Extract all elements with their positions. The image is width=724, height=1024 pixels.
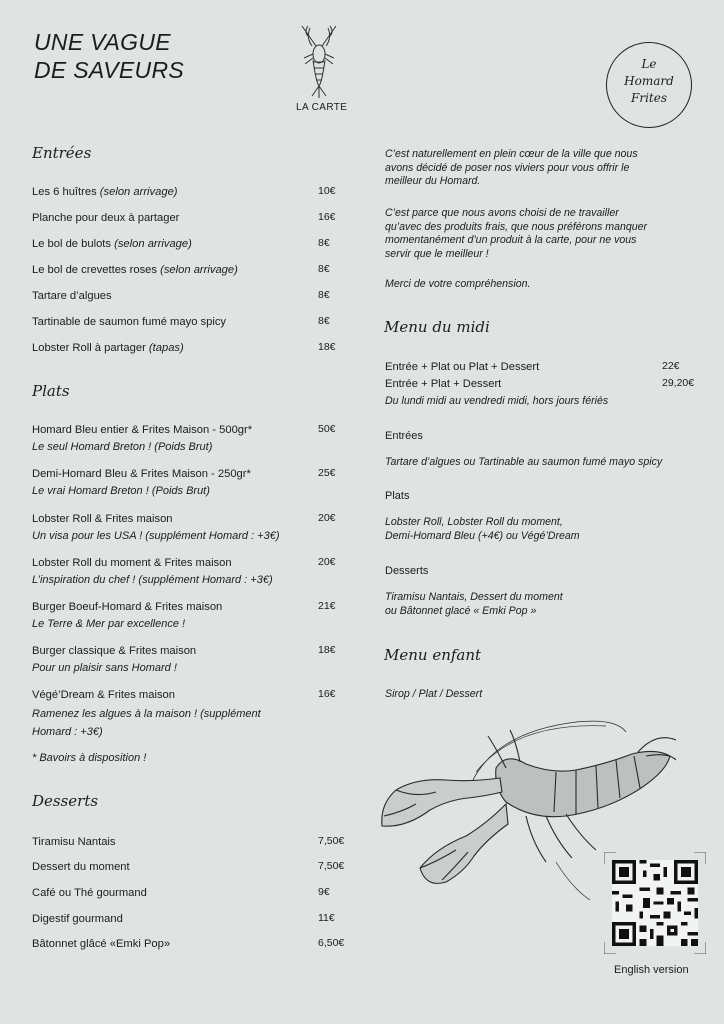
dessert-price-0: 7,50€ — [318, 835, 345, 847]
entree-price-4: 8€ — [318, 289, 330, 301]
plat-desc-6: Ramenez les algues à la maison ! (supplément — [32, 708, 261, 720]
entree-price-3: 8€ — [318, 263, 330, 275]
midi-formula-2: Entrée + Plat + Dessert — [385, 378, 502, 390]
entree-price-0: 10€ — [318, 185, 336, 197]
plat-item-6: Végé’Dream & Frites maison — [32, 689, 176, 701]
midi-desserts-label: Desserts — [385, 565, 429, 577]
plat-desc-4: Le Terre & Mer par excellence ! — [32, 618, 186, 630]
plat-desc-5: Pour un plaisir sans Homard ! — [32, 662, 177, 674]
lobster-small-icon — [296, 24, 342, 100]
desserts-heading: Desserts — [32, 792, 99, 810]
dessert-price-1: 7,50€ — [318, 860, 345, 872]
entree-item-6: Lobster Roll à partager (tapas) — [32, 342, 184, 354]
midi-desserts-text: Tiramisu Nantais, Dessert du moment ou Bâtonnet glacé « Emki Pop » — [385, 591, 563, 617]
plat-item-0: Homard Bleu entier & Frites Maison - 500gr* — [32, 424, 253, 436]
restaurant-logo — [606, 42, 692, 128]
title-line-2: DE SAVEURS — [34, 57, 184, 83]
midi-entrees-text: Tartare d’algues ou Tartinable au saumon fumé mayo spicy — [385, 456, 663, 468]
entree-item-0: Les 6 huîtres (selon arrivage) — [32, 186, 178, 198]
plat-desc-6b: Homard : +3€) — [32, 726, 103, 738]
plat-item-4: Burger Boeuf-Homard & Frites maison — [32, 601, 223, 613]
dessert-price-4: 6,50€ — [318, 937, 345, 949]
midi-formula-1: Entrée + Plat ou Plat + Dessert — [385, 361, 540, 373]
menu-enfant-text: Sirop / Plat / Dessert — [385, 688, 483, 700]
dessert-item-3: Digestif gourmand — [32, 913, 123, 925]
entree-price-1: 16€ — [318, 211, 336, 223]
plats-heading: Plats — [32, 382, 70, 400]
logo-line-2: Homard — [624, 74, 674, 88]
plat-desc-2: Un visa pour les USA ! (supplément Homard : +3€) — [32, 530, 280, 542]
intro-paragraph-1: C’est naturellement en plein cœur de la ville que nous avons décidé de poser nos viviers pour vous offrir le meilleur du Homard. — [385, 148, 638, 187]
entree-item-3: Le bol de crevettes roses (selon arrivage) — [32, 264, 238, 276]
plat-desc-1: Le vrai Homard Breton ! (Poids Brut) — [32, 485, 210, 497]
plat-desc-0: Le seul Homard Breton ! (Poids Brut) — [32, 441, 213, 453]
plat-price-4: 21€ — [318, 600, 336, 612]
plat-item-5: Burger classique & Frites maison — [32, 645, 197, 657]
midi-formula-2-price: 29,20€ — [662, 377, 695, 389]
midi-plats-label: Plats — [385, 490, 410, 502]
entree-price-2: 8€ — [318, 237, 330, 249]
dessert-item-0: Tiramisu Nantais — [32, 836, 116, 848]
plat-item-3: Lobster Roll du moment & Frites maison — [32, 557, 232, 569]
dessert-item-4: Bâtonnet glâcé «Emki Pop» — [32, 938, 171, 950]
logo-line-3: Frites — [631, 91, 667, 105]
dessert-item-2: Café ou Thé gourmand — [32, 887, 147, 899]
plat-price-1: 25€ — [318, 467, 336, 479]
plat-item-2: Lobster Roll & Frites maison — [32, 513, 173, 525]
plat-price-3: 20€ — [318, 556, 336, 568]
entree-item-5: Tartinable de saumon fumé mayo spicy — [32, 316, 227, 328]
entree-item-2: Le bol de bulots (selon arrivage) — [32, 238, 192, 250]
menu-midi-heading: Menu du midi — [384, 318, 490, 336]
dessert-item-1: Dessert du moment — [32, 861, 130, 873]
entree-price-5: 8€ — [318, 315, 330, 327]
la-carte-label: LA CARTE — [296, 102, 348, 113]
midi-plats-text: Lobster Roll, Lobster Roll du moment, Demi-Homard Bleu (+4€) ou Végé’Dream — [385, 516, 580, 542]
entrees-heading: Entrées — [32, 144, 92, 162]
entree-price-6: 18€ — [318, 341, 336, 353]
dessert-price-3: 11€ — [318, 912, 335, 924]
midi-entrees-label: Entrées — [385, 430, 423, 442]
intro-paragraph-2: C’est parce que nous avons choisi de ne travailler qu’avec des produits frais, que nous préférons manquer momentanément d’un produit à la carte, pour ne vous servir que le meilleur ! — [385, 207, 648, 260]
dessert-price-2: 9€ — [318, 886, 330, 898]
plat-item-1: Demi-Homard Bleu & Frites Maison - 250gr* — [32, 468, 251, 480]
plat-price-6: 16€ — [318, 688, 336, 700]
english-version-link[interactable]: English version — [614, 964, 689, 976]
title-line-1: UNE VAGUE — [34, 29, 171, 55]
plats-footnote: * Bavoirs à disposition ! — [32, 752, 147, 764]
intro-paragraph-3: Merci de votre compréhension. — [385, 278, 531, 290]
qr-code-icon[interactable] — [612, 860, 698, 946]
midi-availability: Du lundi midi au vendredi midi, hors jours fériés — [385, 395, 609, 407]
entree-item-1: Planche pour deux à partager — [32, 212, 180, 224]
plat-price-2: 20€ — [318, 512, 336, 524]
midi-formula-1-price: 22€ — [662, 360, 680, 372]
plat-desc-3: L’inspiration du chef ! (supplément Homard : +3€) — [32, 574, 273, 586]
logo-line-1: Le — [641, 57, 657, 71]
plat-price-0: 50€ — [318, 423, 336, 435]
entree-item-4: Tartare d’algues — [32, 290, 112, 302]
plat-price-5: 18€ — [318, 644, 336, 656]
page-title — [34, 28, 184, 84]
menu-enfant-heading: Menu enfant — [384, 646, 482, 664]
